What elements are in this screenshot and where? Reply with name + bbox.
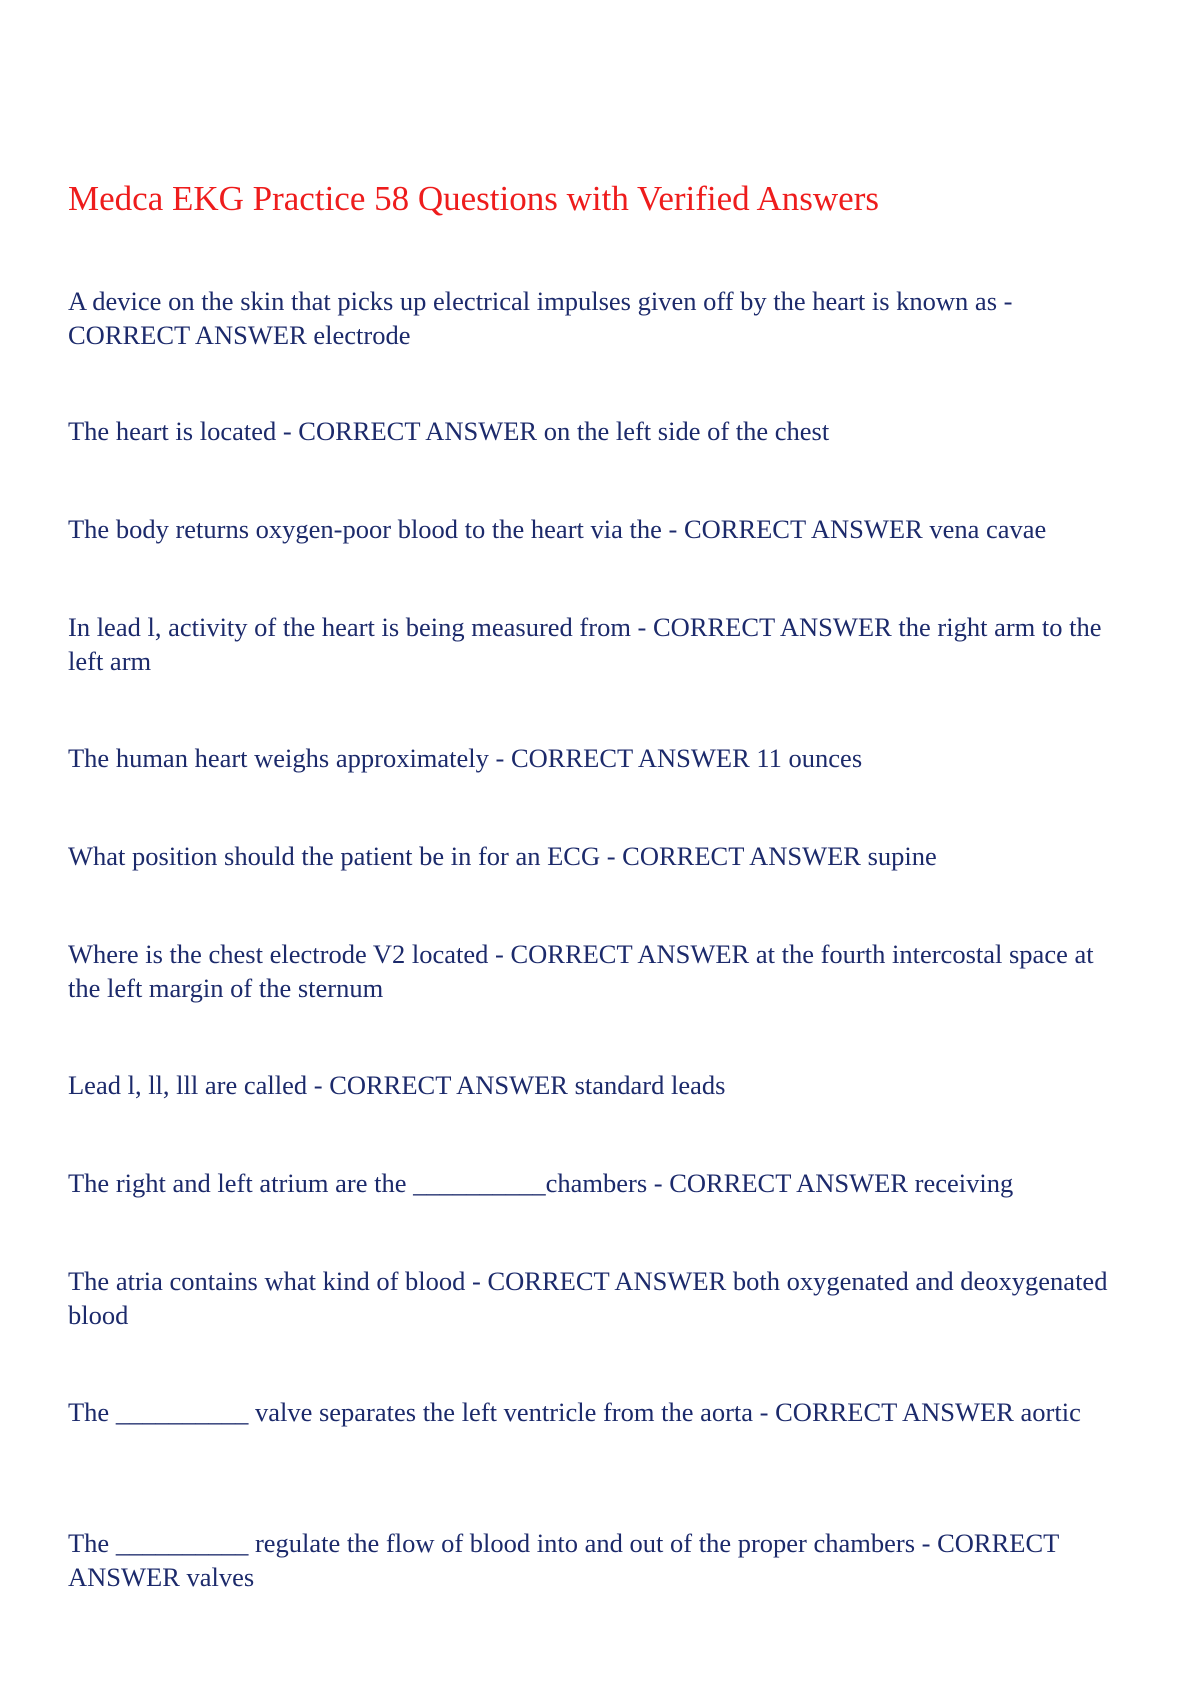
- qa-item-4: In lead l, activity of the heart is being measured from - CORRECT ANSWER the right arm to the left arm: [68, 612, 1102, 676]
- qa-item-6: What position should the patient be in for an ECG - CORRECT ANSWER supine: [68, 841, 937, 871]
- qa-item-12: The __________ regulate the flow of blood into and out of the proper chambers - CORRECT ANSWER valves: [68, 1528, 1059, 1592]
- qa-item-8: Lead l, ll, lll are called - CORRECT ANSWER standard leads: [68, 1070, 726, 1100]
- qa-item-1: A device on the skin that picks up electrical impulses given off by the heart is known as - CORRECT ANSWER electrode: [68, 286, 1013, 350]
- qa-item-9: The right and left atrium are the __________chambers - CORRECT ANSWER receiving: [68, 1168, 1014, 1198]
- qa-item-5: The human heart weighs approximately - CORRECT ANSWER 11 ounces: [68, 743, 863, 773]
- qa-item-3: The body returns oxygen-poor blood to the heart via the - CORRECT ANSWER vena cavae: [68, 514, 1047, 544]
- qa-item-2: The heart is located - CORRECT ANSWER on the left side of the chest: [68, 416, 830, 446]
- qa-item-7: Where is the chest electrode V2 located - CORRECT ANSWER at the fourth intercostal space at the left margin of the sternum: [68, 939, 1094, 1003]
- qa-item-11: The __________ valve separates the left ventricle from the aorta - CORRECT ANSWER aortic: [68, 1397, 1081, 1427]
- document-title: Medca EKG Practice 58 Questions with Verified Answers: [68, 179, 879, 218]
- qa-item-10: The atria contains what kind of blood - CORRECT ANSWER both oxygenated and deoxygenated blood: [68, 1266, 1108, 1330]
